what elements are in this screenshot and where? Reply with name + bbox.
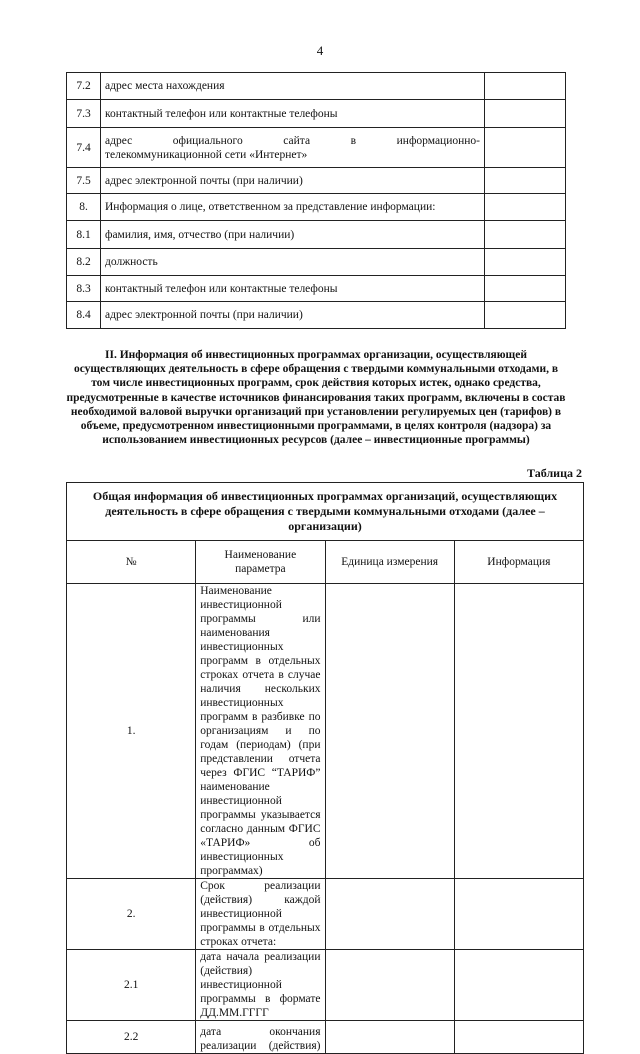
section-heading: II. Информация об инвестиционных программах организации, осуществляющей осуществляющих деятельность в сфере обращения с твердыми коммунальными отходами, в том числе инвестиционных программ, срок действия которых истек, однако средства, предусмотренные в качестве источников финансирования таких программ, включены в состав необходимой валовой выручки организаций при установлении регулируемых цен (тарифов) в объеме, предусмотренном инвестиционными программами, в целях контроля (надзора) за использованием инвестиционных ресурсов (далее – инвестиционные программы) — [66, 349, 566, 447]
table-row — [67, 221, 566, 249]
info-cell — [454, 879, 583, 950]
param-name: Срок реализации (действия) каждой инвестиционной программы в отдельных строках отчета: — [196, 879, 325, 950]
row-number: 2.1 — [67, 950, 196, 1021]
row-label-multiline — [101, 128, 485, 168]
param-name: дата окончания реализации (действия) — [196, 1021, 325, 1054]
row-label: адрес места нахождения — [101, 73, 485, 100]
row-number: 7.5 — [67, 168, 101, 194]
organization-info-table — [66, 72, 566, 329]
page-number: 4 — [316, 43, 324, 58]
info-cell — [454, 950, 583, 1021]
header-unit: Единица измерения — [325, 541, 454, 584]
row-label: адрес электронной почты (при наличии) — [101, 302, 485, 329]
row-number: 7.4 — [67, 128, 101, 168]
investment-programs-table — [66, 482, 584, 1054]
table-caption-row — [67, 483, 584, 541]
info-cell — [485, 73, 566, 100]
row-number: 7.2 — [67, 73, 101, 100]
table-row — [67, 302, 566, 329]
row-number: 8.4 — [67, 302, 101, 329]
row-number: 1. — [67, 584, 196, 879]
unit-cell — [325, 584, 454, 879]
table-row — [67, 168, 566, 194]
info-cell — [485, 128, 566, 168]
table-row — [67, 249, 566, 276]
table-row — [67, 584, 584, 879]
row-label: адрес электронной почты (при наличии) — [101, 168, 485, 194]
row-label-line: телекоммуникационной сети «Интернет» — [105, 148, 308, 161]
row-number: 8. — [67, 194, 101, 221]
table-row — [67, 100, 566, 128]
table-row — [67, 73, 566, 100]
row-number: 8.3 — [67, 276, 101, 302]
table-row — [67, 276, 566, 302]
table-header-row — [67, 541, 584, 584]
table-caption: Общая информация об инвестиционных программах организаций, осуществляющих деятельность в сфере обращения с твердыми коммунальными отходами (далее – организации) — [67, 483, 584, 541]
row-number: 2. — [67, 879, 196, 950]
table-row — [67, 1021, 584, 1054]
info-cell — [485, 276, 566, 302]
info-cell — [485, 100, 566, 128]
param-name: Наименование инвестиционной программы или наименования инвестиционных программ в отдельных строках отчета в случае наличия нескольких инвестиционных программ в разбивке по организациям и по годам (периодам) (при представлении отчета через ФГИС “ТАРИФ” наименование инвестиционной программы указывается согласно данным ФГИС «ТАРИФ» об инвестиционных программах) — [196, 584, 325, 879]
info-cell — [454, 1021, 583, 1054]
row-label: должность — [101, 249, 485, 276]
info-cell — [454, 584, 583, 879]
info-cell — [485, 168, 566, 194]
info-cell — [485, 302, 566, 329]
header-info: Информация — [454, 541, 583, 584]
row-label: контактный телефон или контактные телефоны — [101, 100, 485, 128]
row-number: 8.1 — [67, 221, 101, 249]
info-cell — [485, 194, 566, 221]
row-number: 2.2 — [67, 1021, 196, 1054]
param-name: дата начала реализации (действия) инвестиционной программы в формате ДД.ММ.ГГГГ — [196, 950, 325, 1021]
unit-cell — [325, 879, 454, 950]
info-cell — [485, 249, 566, 276]
row-label: Информация о лице, ответственном за представление информации: — [101, 194, 485, 221]
header-num: № — [67, 541, 196, 584]
row-number: 8.2 — [67, 249, 101, 276]
unit-cell — [325, 950, 454, 1021]
table-row — [67, 128, 566, 168]
row-label: фамилия, имя, отчество (при наличии) — [101, 221, 485, 249]
table-row — [67, 879, 584, 950]
row-label: контактный телефон или контактные телефоны — [101, 276, 485, 302]
table-label: Таблица 2 — [527, 466, 582, 480]
table-row — [67, 194, 566, 221]
header-param: Наименование параметра — [196, 541, 325, 584]
table-row — [67, 950, 584, 1021]
unit-cell — [325, 1021, 454, 1054]
row-label-line: адрес официального сайта в информационно- — [105, 134, 480, 147]
info-cell — [485, 221, 566, 249]
row-number: 7.3 — [67, 100, 101, 128]
